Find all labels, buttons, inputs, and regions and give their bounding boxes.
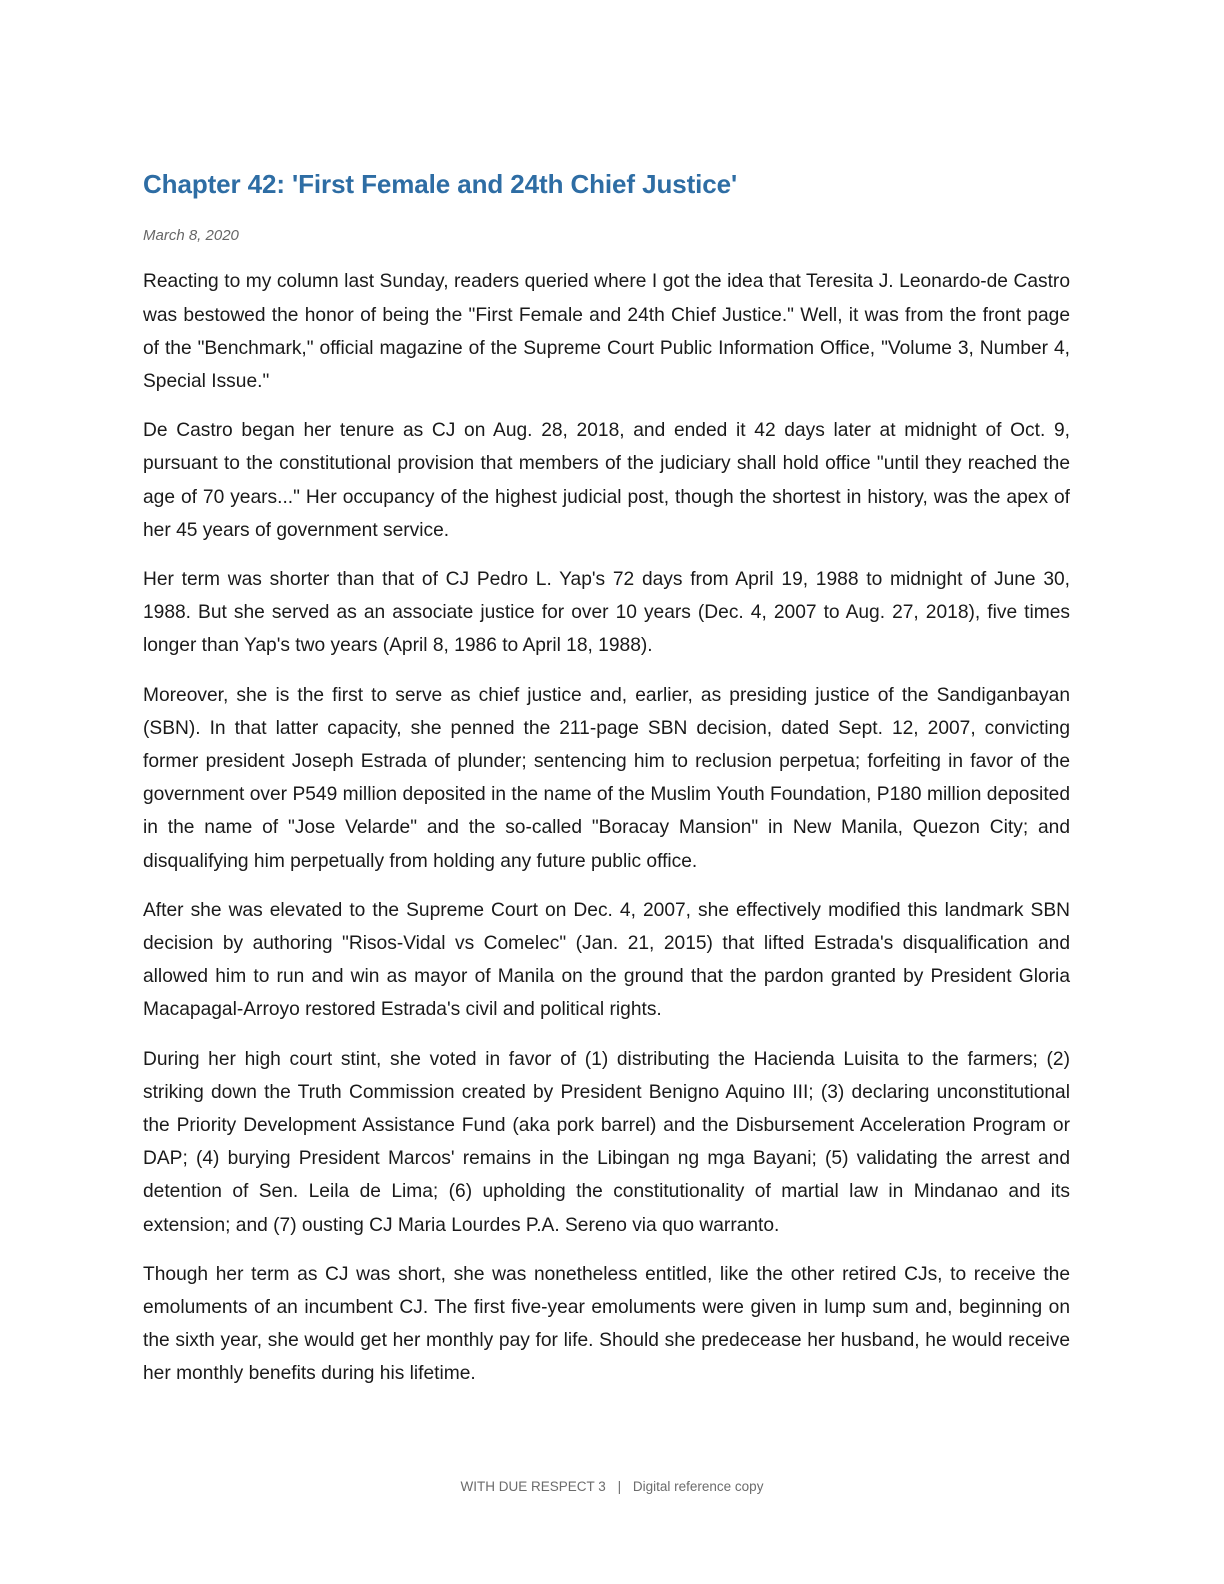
- footer-separator: |: [617, 1479, 622, 1494]
- footer-book-title: WITH DUE RESPECT 3: [460, 1479, 606, 1494]
- paragraph-6: During her high court stint, she voted in favor of (1) distributing the Hacienda Luisita to the farmers; (2) striking down the Truth Commission created by President Benigno Aquino III; (3) declaring unconstitutional the Priority Development Assistance Fund (aka pork barrel) and the Disbursement Acceleration Program or DAP; (4) burying President Marcos' remains in the Libingan ng mga Bayani; (5) validating the arrest and detention of Sen. Leila de Lima; (6) upholding the constitutionality of martial law in Mindanao and its extension; and (7) ousting CJ Maria Lourdes P.A. Sereno via quo warranto.: [143, 1048, 1070, 1236]
- paragraph-3: Her term was shorter than that of CJ Pedro L. Yap's 72 days from April 19, 1988 to midnight of June 30, 1988. But she served as an associate justice for over 10 years (Dec. 4, 2007 to Aug. 27, 2018), five times longer than Yap's two years (April 8, 1986 to April 18, 1988).: [143, 568, 1070, 657]
- paragraph-5: After she was elevated to the Supreme Court on Dec. 4, 2007, she effectively modified this landmark SBN decision by authoring "Risos-Vidal vs Comelec" (Jan. 21, 2015) that lifted Estrada's disqualification and allowed him to run and win as mayor of Manila on the ground that the pardon granted by President Gloria Macapagal-Arroyo restored Estrada's civil and political rights.: [143, 899, 1070, 1021]
- paragraph-4: Moreover, she is the first to serve as chief justice and, earlier, as presiding justice of the Sandiganbayan (SBN). In that latter capacity, she penned the 211-page SBN decision, dated Sept. 12, 2007, convicting former president Joseph Estrada of plunder; sentencing him to reclusion perpetua; forfeiting in favor of the government over P549 million deposited in the name of the Muslim Youth Foundation, P180 million deposited in the name of "Jose Velarde" and the so-called "Boracay Mansion" in New Manila, Quezon City; and disqualifying him perpetually from holding any future public office.: [143, 684, 1070, 872]
- paragraph-7: Though her term as CJ was short, she was nonetheless entitled, like the other retired CJs, to receive the emoluments of an incumbent CJ. The first five-year emoluments were given in lump sum and, beginning on the sixth year, she would get her monthly pay for life. Should she predecease her husband, he would receive her monthly benefits during his lifetime.: [143, 1263, 1070, 1385]
- chapter-title: Chapter 42: 'First Female and 24th Chief Justice': [143, 169, 738, 199]
- paragraph-2: De Castro began her tenure as CJ on Aug. 28, 2018, and ended it 42 days later at midnight of Oct. 9, pursuant to the constitutional provision that members of the judiciary shall hold office "until they reached the age of 70 years..." Her occupancy of the highest judicial post, though the shortest in history, was the apex of her 45 years of government service.: [143, 420, 1070, 541]
- document-page: [143, 168, 1070, 1407]
- publication-date: March 8, 2020: [143, 226, 239, 244]
- page-footer: [0, 1479, 1224, 1494]
- footer-copy-note: Digital reference copy: [632, 1479, 764, 1494]
- paragraph-1: Reacting to my column last Sunday, readers queried where I got the idea that Teresita J. Leonardo-de Castro was bestowed the honor of being the "First Female and 24th Chief Justice." Well, it was from the front page of the "Benchmark," official magazine of the Supreme Court Public Information Office, "Volume 3, Number 4, Special Issue.": [143, 271, 1070, 392]
